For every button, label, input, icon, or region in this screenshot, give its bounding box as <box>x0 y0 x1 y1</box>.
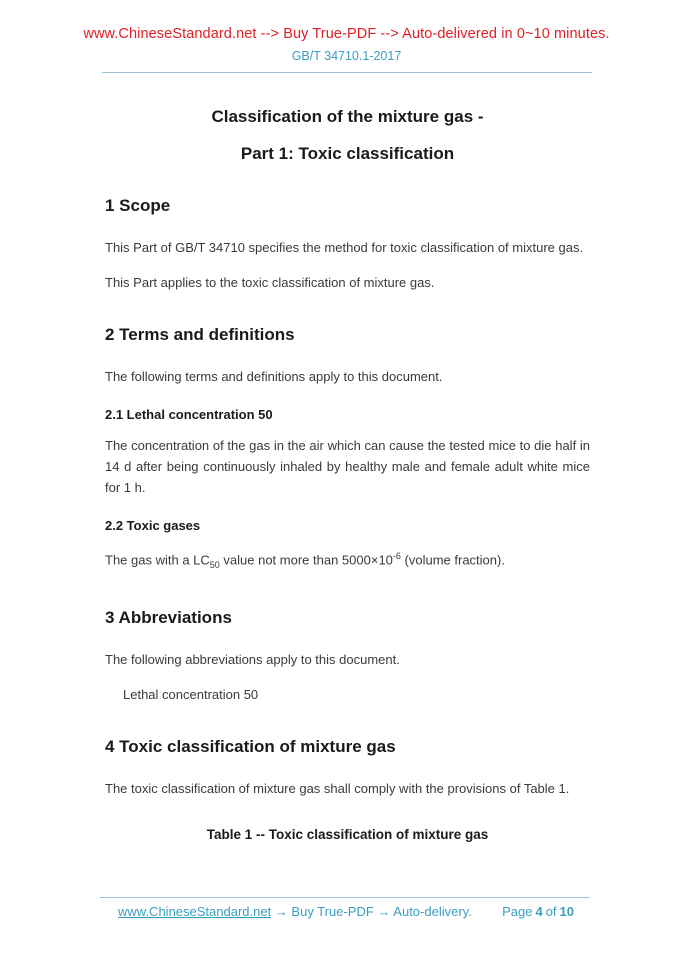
header-divider <box>102 72 592 73</box>
page-footer <box>100 897 590 919</box>
scope-paragraph-2: This Part applies to the toxic classification of mixture gas. <box>105 275 435 290</box>
page-header <box>0 0 693 73</box>
exponent-superscript: -6 <box>392 551 401 561</box>
standard-number: GB/T 34710.1-2017 <box>291 49 402 63</box>
header-promo-text: www.ChineseStandard.net --> Buy True-PDF --> Auto-delivered in 0~10 minutes. <box>83 26 610 42</box>
section-heading-abbreviations: 3 Abbreviations <box>105 607 232 627</box>
lc50-subscript: 50 <box>209 559 220 570</box>
section-heading-scope: 1 Scope <box>105 196 171 215</box>
classification-paragraph-1: The toxic classification of mixture gas shall comply with the provisions of Table 1. <box>105 780 570 796</box>
term-2-text-pre: The gas with a LC <box>105 552 210 568</box>
table-1-caption: Table 1 -- Toxic classification of mixture gas <box>206 826 489 842</box>
term-2-heading: 2.2 Toxic gases <box>105 518 201 533</box>
document-body <box>0 107 693 842</box>
total-page-number: 10 <box>559 904 574 919</box>
term-2-text-post: (volume fraction). <box>400 552 505 568</box>
footer-promo <box>118 904 472 919</box>
footer-divider <box>100 897 590 898</box>
page-indicator <box>499 904 574 919</box>
document-title-line1: Classification of the mixture gas - <box>211 107 484 126</box>
term-2-definition <box>105 546 590 576</box>
term-1-heading: 2.1 Lethal concentration 50 <box>105 407 273 422</box>
scope-paragraph-1: This Part of GB/T 34710 specifies the method for toxic classification of mixture gas. <box>105 240 584 255</box>
page-label: Page <box>502 904 533 919</box>
section-heading-terms: 2 Terms and definitions <box>105 325 295 344</box>
terms-intro-paragraph: The following terms and definitions apply to this document. <box>105 369 443 384</box>
abbreviations-intro-paragraph: The following abbreviations apply to this document. <box>105 651 400 667</box>
of-label: of <box>545 904 557 919</box>
document-title-line2: Part 1: Toxic classification <box>240 144 455 163</box>
section-heading-classification: 4 Toxic classification of mixture gas <box>105 736 396 756</box>
term-2-text-mid: value not more than 5000×10 <box>219 552 393 568</box>
abbreviation-item: Lethal concentration 50 <box>123 686 259 702</box>
term-1-definition: The concentration of the gas in the air which can cause the tested mice to die half in 14 d after being continuously inhaled by healthy male and female adult white mice for 1 h. <box>105 438 590 495</box>
footer-row <box>100 904 590 919</box>
footer-site-link[interactable]: www.ChineseStandard.net <box>118 904 272 919</box>
current-page-number: 4 <box>535 904 543 919</box>
document-title <box>105 107 590 164</box>
footer-tagline: → Buy True-PDF → Auto-delivery. <box>271 904 472 919</box>
